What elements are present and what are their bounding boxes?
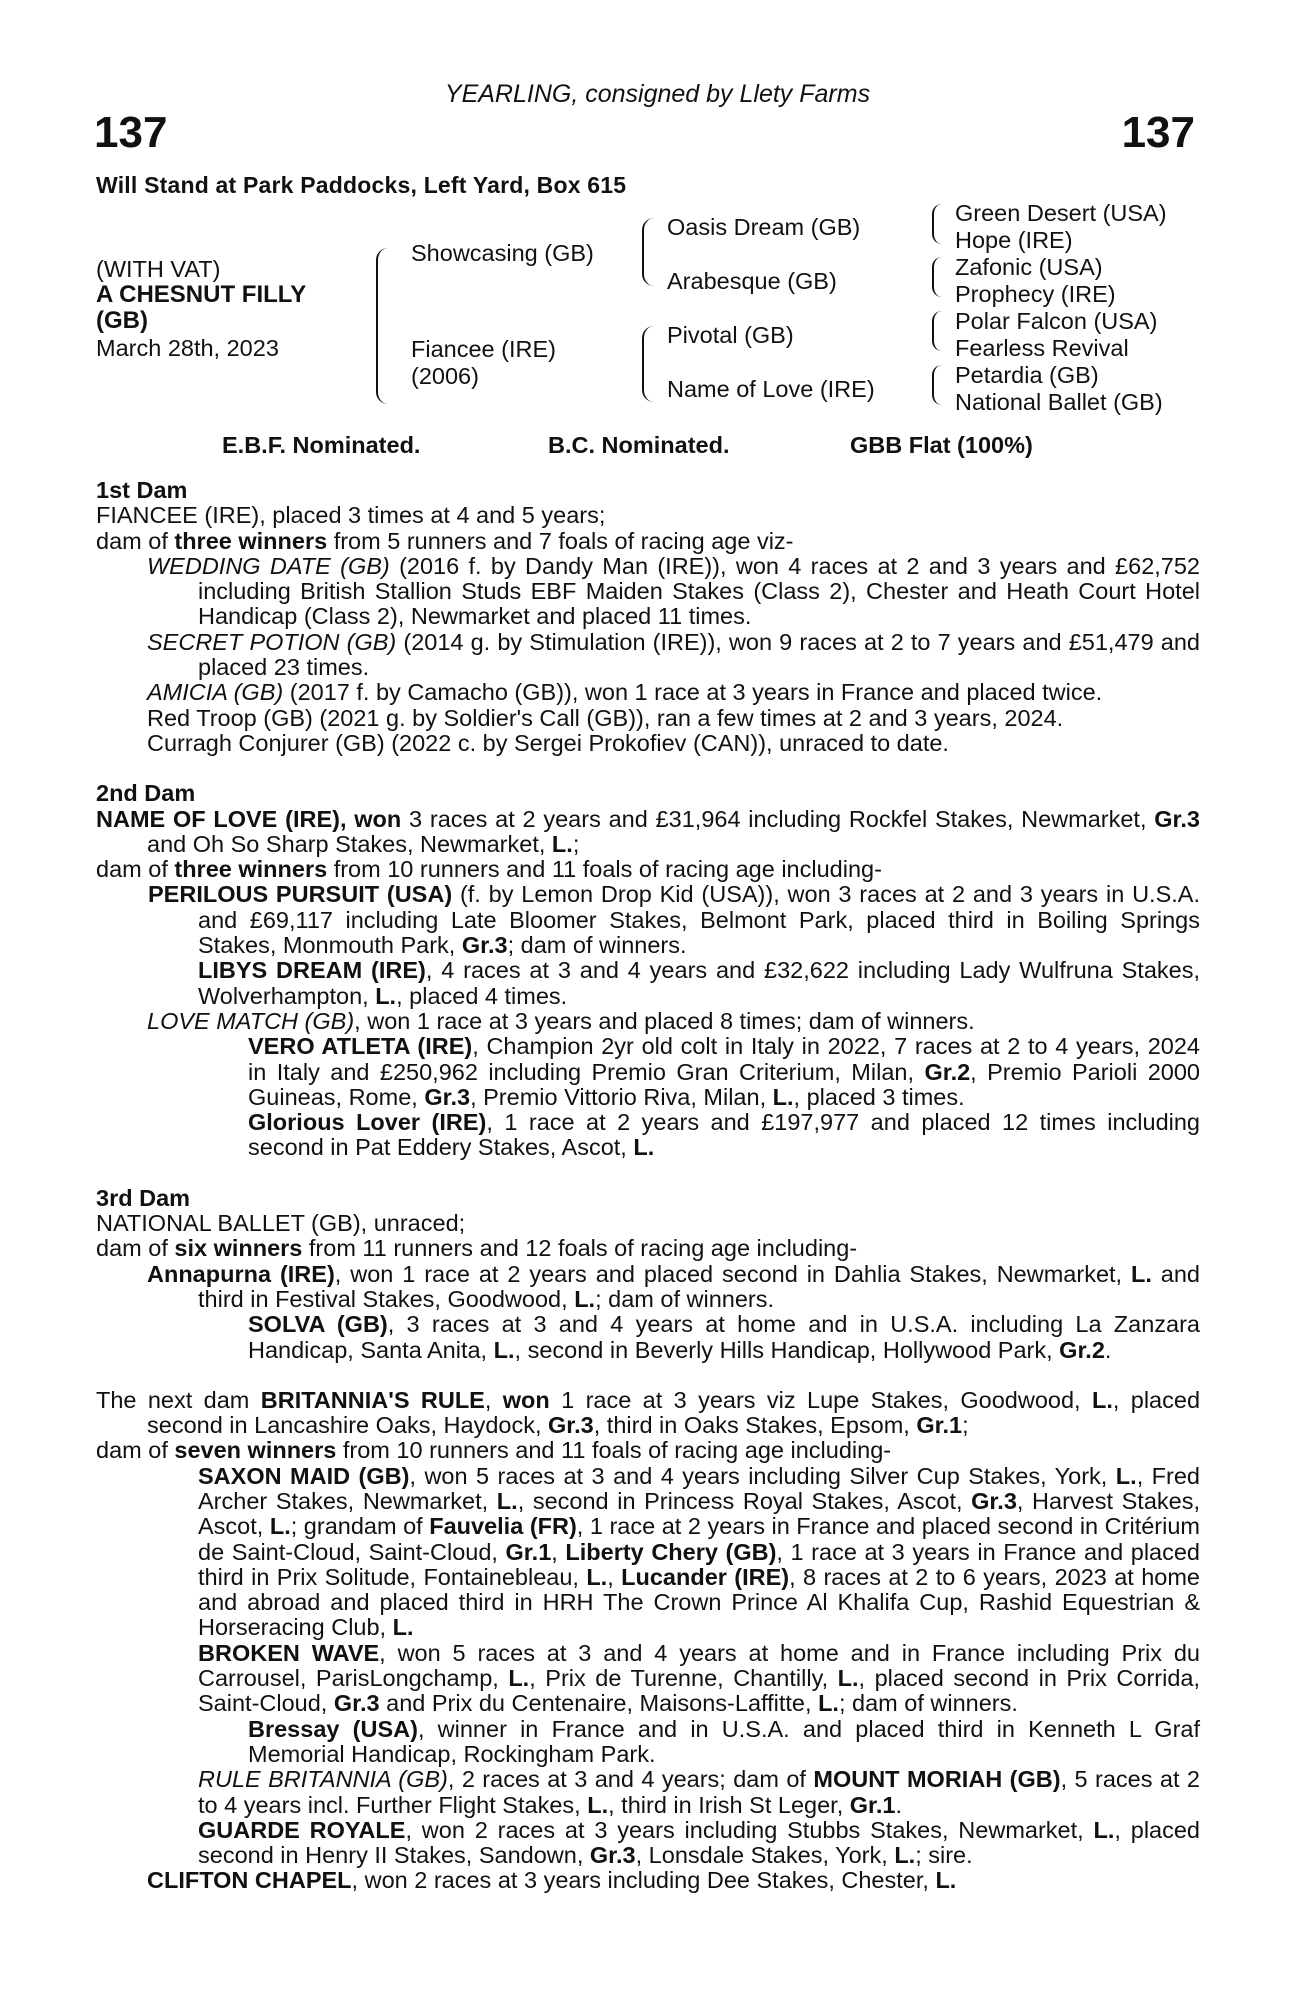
produce-entry: LOVE MATCH (GB), won 1 race at 3 years and placed 8 times; dam of winners. — [147, 1007, 975, 1034]
produce-entry: WEDDING DATE (GB) (2016 f. by Dandy Man (IRE)), won 4 races at 2 and 3 years and £62,752 including British Stallion Studs EBF Maiden Stakes (Class 2), Chester and Heath Court Hotel Handicap (Class 2), Newmarket and placed 11 times. — [147, 552, 1200, 630]
pedigree-brace — [932, 204, 942, 244]
sire-sire-name: Oasis Dream (GB) — [667, 214, 861, 240]
produce-summary: dam of seven winners from 10 runners and 11 foals of racing age including- — [96, 1437, 892, 1464]
first-dam-section — [96, 478, 1200, 756]
gbb-status: GBB Flat (100%) — [850, 432, 1033, 458]
produce-entry: Glorious Lover (IRE), 1 race at 2 years and £197,977 and placed 12 times including second in Pat Eddery Stakes, Ascot, L. — [248, 1109, 1200, 1161]
third-dam-section — [96, 1186, 1200, 1363]
produce-entry: LIBYS DREAM (IRE), 4 races at 3 and 4 years and £32,622 including Lady Wulfruna Stakes, Wolverhampton, L., placed 4 times. — [198, 957, 1200, 1009]
grandparent-3: Zafonic (USA) — [955, 254, 1103, 280]
dam-sire-name: Pivotal (GB) — [667, 322, 794, 348]
produce-summary: dam of three winners from 10 runners and 11 foals of racing age including- — [96, 856, 882, 883]
birth-date: March 28th, 2023 — [96, 335, 279, 361]
dam-summary: NAME OF LOVE (IRE), won 3 races at 2 years and £31,964 including Rockfel Stakes, Newmarket, Gr.3 and Oh So Sharp Stakes, Newmarket, L.; — [96, 805, 1200, 857]
grandparent-2: Hope (IRE) — [955, 227, 1073, 253]
grandparent-7: Petardia (GB) — [955, 362, 1099, 388]
stand-location: Will Stand at Park Paddocks, Left Yard, Box 615 — [96, 172, 627, 198]
next-dam-section — [96, 1388, 1200, 1894]
catalogue-body — [96, 478, 1200, 1894]
horse-name-suffix: (GB) — [96, 307, 148, 334]
consignment-subtitle: YEARLING, consigned by Llety Farms — [444, 80, 871, 108]
lot-number-left: 137 — [94, 108, 168, 157]
produce-entry: CLIFTON CHAPEL, won 2 races at 3 years including Dee Stakes, Chester, L. — [147, 1867, 957, 1894]
ebf-nomination: E.B.F. Nominated. — [222, 432, 421, 458]
grandparent-5: Polar Falcon (USA) — [955, 308, 1158, 334]
produce-entry: BROKEN WAVE, won 5 races at 3 and 4 years at home and in France including Prix du Carrousel, ParisLongchamp, L., Prix de Turenne, Chantilly, L., placed second in Prix Corrida, Saint-Cloud, Gr.3 and Prix du Centenaire, Maisons-Laffitte, L.; dam of winners. — [198, 1639, 1201, 1717]
grandparent-1: Green Desert (USA) — [955, 200, 1167, 226]
section-title: 1st Dam — [96, 477, 188, 503]
grandparent-4: Prophecy (IRE) — [955, 281, 1116, 307]
produce-summary: dam of six winners from 11 runners and 12 foals of racing age including- — [96, 1235, 858, 1262]
sire-name: Showcasing (GB) — [411, 240, 594, 266]
pedigree-brace — [932, 257, 942, 297]
produce-entry: AMICIA (GB) (2017 f. by Camacho (GB)), won 1 race at 3 years in France and placed twice. — [147, 679, 1103, 706]
produce-entry: Annapurna (IRE), won 1 race at 2 years and placed second in Dahlia Stakes, Newmarket, L. and third in Festival Stakes, Goodwood, L.; dam of winners. — [147, 1260, 1200, 1312]
grandparent-8: National Ballet (GB) — [955, 389, 1163, 415]
produce-entry: SAXON MAID (GB), won 5 races at 3 and 4 years including Silver Cup Stakes, York, L., Fred Archer Stakes, Newmarket, L., second in Princess Royal Stakes, Ascot, Gr.3, Harvest Stakes, Ascot, L.; grandam of Fauvelia (FR), 1 race at 2 years in France and placed second in Critérium de Saint-Cloud, Saint-Cloud, Gr.1, Liberty Chery (GB), 1 race at 3 years in France and placed third in Prix Solitude, Fontainebleau, L., Lucander (IRE), 8 races at 2 to 6 years, 2023 at home and abroad and placed third in HRH The Crown Prince Al Khalifa Cup, Rashid Equestrian & Horseracing Club, L. — [198, 1462, 1200, 1641]
second-dam-section — [96, 781, 1200, 1160]
dam-name: Fiancee (IRE) — [411, 336, 556, 362]
dam-summary: The next dam BRITANNIA'S RULE, won 1 race at 3 years viz Lupe Stakes, Goodwood, L., placed second in Lancashire Oaks, Haydock, Gr.3, third in Oaks Stakes, Epsom, Gr.1; — [96, 1386, 1201, 1439]
produce-summary: dam of three winners from 5 runners and 7 foals of racing age viz- — [96, 527, 794, 554]
produce-entry: VERO ATLETA (IRE), Champion 2yr old colt in Italy in 2022, 7 races at 2 to 4 years, 2024 in Italy and £250,962 including Premio Gran Criterium, Milan, Gr.2, Premio Parioli 2000 Guineas, Rome, Gr.3, Premio Vittorio Riva, Milan, L., placed 3 times. — [248, 1033, 1200, 1110]
produce-entry: RULE BRITANNIA (GB), 2 races at 3 and 4 years; dam of MOUNT MORIAH (GB), 5 races at 2 to 4 years incl. Further Flight Stakes, L., third in Irish St Leger, Gr.1. — [198, 1766, 1200, 1818]
lot-number-right: 137 — [1121, 108, 1195, 157]
produce-entry: SOLVA (GB), 3 races at 3 and 4 years at home and in U.S.A. including La Zanzara Handicap, Santa Anita, L., second in Beverly Hills Handicap, Hollywood Park, Gr.2. — [248, 1311, 1201, 1363]
pedigree-brace — [376, 248, 388, 404]
horse-name: A CHESNUT FILLY — [96, 281, 307, 308]
pedigree-brace — [932, 365, 942, 405]
produce-entry: GUARDE ROYALE, won 2 races at 3 years including Stubbs Stakes, Newmarket, L., placed second in Henry II Stakes, Sandown, Gr.3, Lonsdale Stakes, York, L.; sire. — [198, 1816, 1200, 1869]
produce-entry: Curragh Conjurer (GB) (2022 c. by Sergei Prokofiev (CAN)), unraced to date. — [147, 729, 949, 756]
produce-entry: SECRET POTION (GB) (2014 g. by Stimulation (IRE)), won 9 races at 2 to 7 years and £51,479 and placed 23 times. — [147, 628, 1200, 681]
dam-dam-name: Name of Love (IRE) — [667, 376, 875, 402]
pedigree-brace — [642, 218, 654, 286]
dam-summary: NATIONAL BALLET (GB), unraced; — [96, 1210, 466, 1237]
pedigree-brace — [642, 326, 654, 402]
section-title: 3rd Dam — [96, 1184, 191, 1211]
produce-entry: Bressay (USA), winner in France and in U.S.A. and placed third in Kenneth L Graf Memorial Handicap, Rockingham Park. — [248, 1715, 1200, 1767]
produce-entry: PERILOUS PURSUIT (USA) (f. by Lemon Drop Kid (USA)), won 3 races at 2 and 3 years in U.S.A. and £69,117 including Late Bloomer Stakes, Belmont Park, placed third in Boiling Springs Stakes, Monmouth Park, Gr.3; dam of winners. — [148, 881, 1200, 959]
produce-entry: Red Troop (GB) (2021 g. by Soldier's Call (GB)), ran a few times at 2 and 3 years, 2024. — [147, 704, 1064, 731]
grandparent-6: Fearless Revival — [955, 335, 1129, 361]
pedigree-brace — [932, 311, 942, 351]
dam-foaled-year: (2006) — [411, 363, 479, 389]
vat-label: (WITH VAT) — [96, 256, 221, 282]
dam-summary: FIANCEE (IRE), placed 3 times at 4 and 5 years; — [96, 502, 606, 529]
bc-nomination: B.C. Nominated. — [548, 432, 730, 458]
sire-dam-name: Arabesque (GB) — [667, 268, 837, 294]
section-title: 2nd Dam — [96, 780, 196, 807]
